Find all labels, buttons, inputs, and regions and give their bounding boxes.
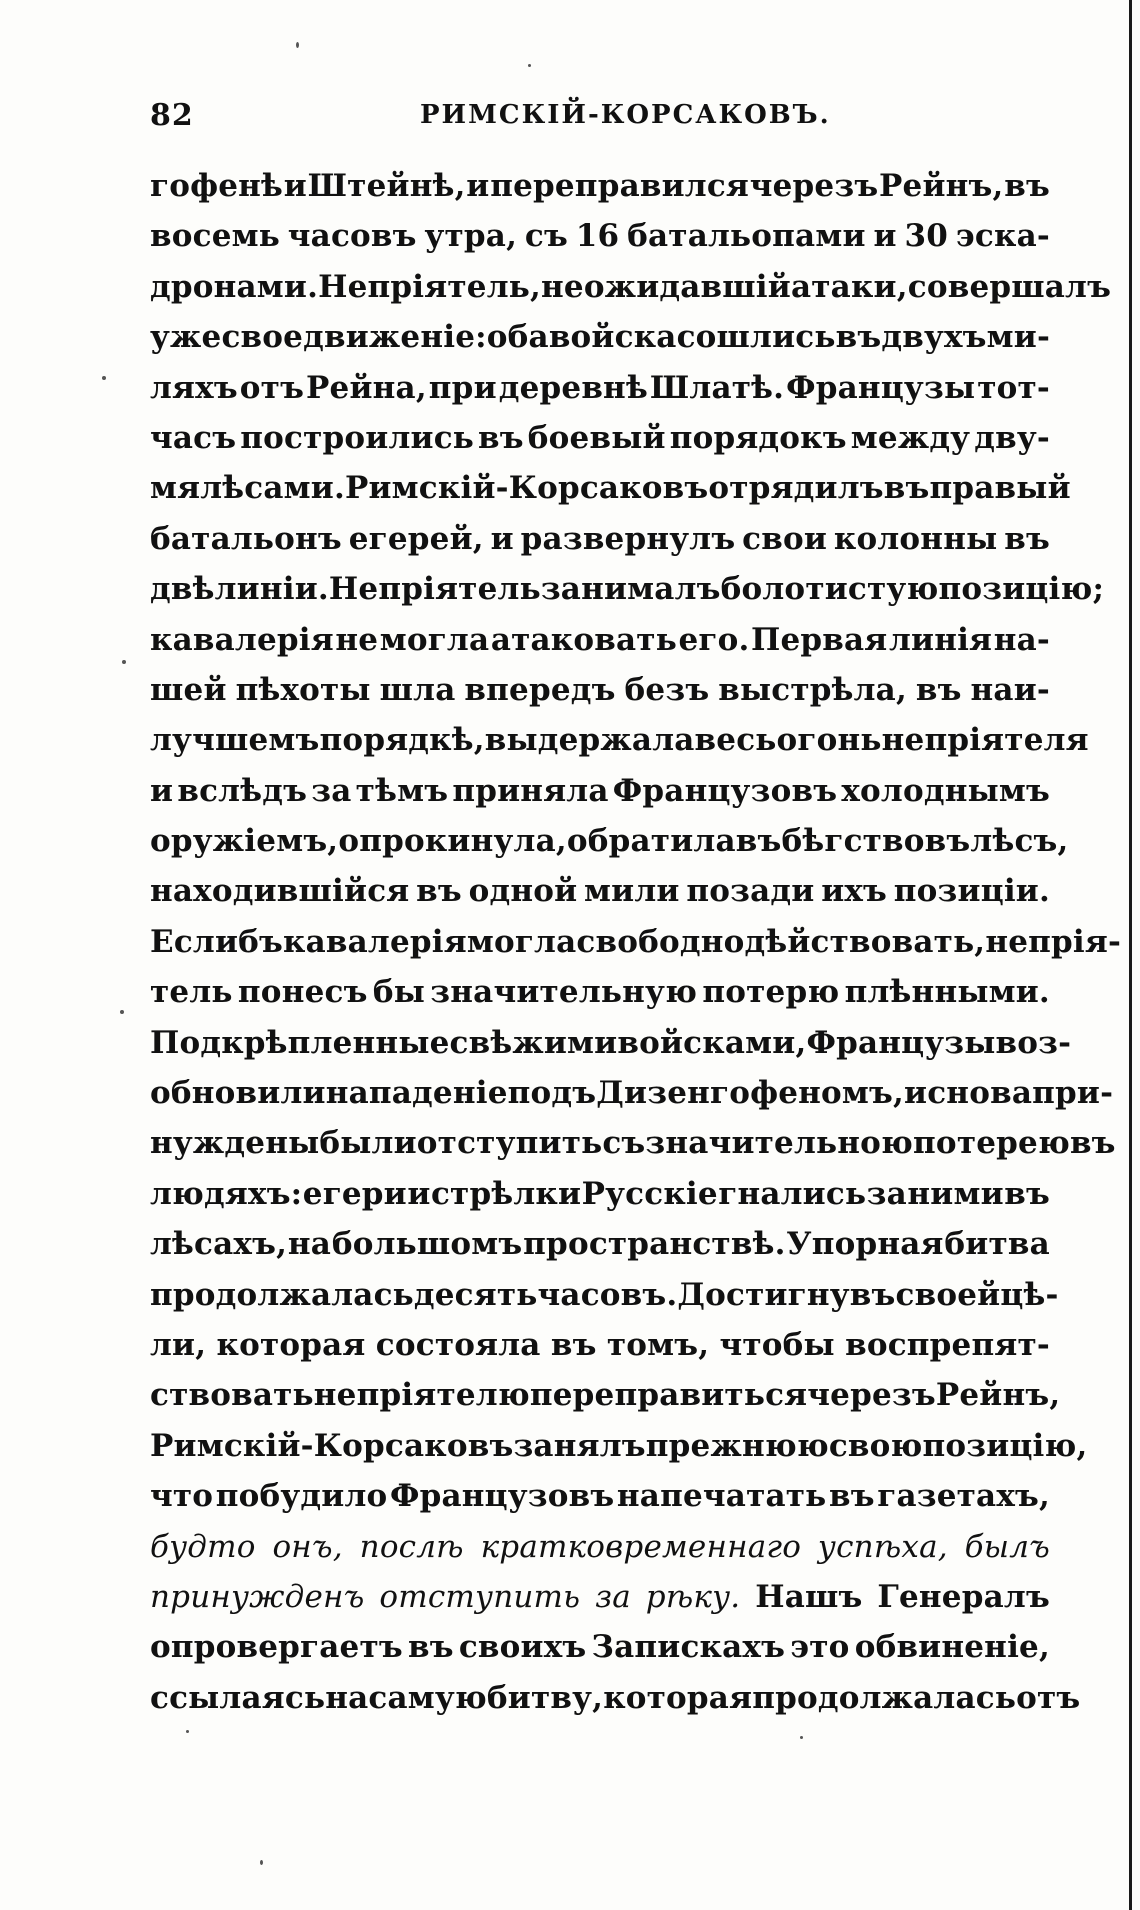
page-edge-line [1129, 0, 1132, 1910]
text-line [150, 1529, 1050, 1579]
text-line [150, 773, 1050, 823]
word: линія [888, 621, 993, 658]
word: своихъ [458, 1629, 587, 1666]
text-line [150, 1226, 1050, 1276]
word: ожидавшій [583, 268, 791, 305]
word: въ [828, 1478, 875, 1515]
word: болотистую [720, 571, 939, 608]
word: онъ, [272, 1528, 343, 1565]
word: деревнѣ [498, 369, 648, 406]
word: на- [993, 621, 1050, 658]
word: подъ [507, 1075, 597, 1112]
word: которая [603, 1679, 753, 1716]
word: Французы [806, 1024, 996, 1061]
word: 16 [575, 218, 620, 255]
word: ними [907, 1175, 1004, 1212]
word: и [150, 772, 174, 809]
word: непріятелю [313, 1377, 530, 1414]
word: ляхъ [150, 369, 238, 406]
word: гнались [718, 1175, 867, 1212]
text-line [150, 268, 1112, 319]
word: Рейна, [306, 369, 427, 406]
text-line [150, 873, 1050, 923]
word: переправиться [529, 1377, 808, 1414]
word: битву, [486, 1679, 604, 1716]
word: за [866, 1175, 907, 1212]
word: лѣсами. [200, 470, 345, 507]
text-line [150, 923, 1122, 974]
word: Подкрѣпленные [150, 1024, 450, 1061]
text-line [150, 1125, 1116, 1175]
word: продолжалась [752, 1679, 1017, 1716]
word: воз- [995, 1024, 1072, 1061]
word: рѣку. [645, 1578, 741, 1615]
word: Непріятель, [318, 268, 541, 305]
word: опрокинула, [338, 823, 567, 860]
word: тот- [977, 369, 1050, 406]
word: Рейнъ, [879, 168, 1004, 204]
word: Французы [786, 369, 976, 406]
word: войска [548, 319, 677, 356]
word: послѣ [359, 1528, 464, 1565]
word: отступить [416, 1125, 603, 1162]
word: бѣгство [781, 823, 925, 860]
page-number: 82 [150, 98, 194, 133]
text-line [150, 1478, 1050, 1528]
word: Римскій-Корсаковъ [150, 1427, 514, 1464]
word: гофенѣ [150, 168, 284, 204]
word: десять [413, 1276, 538, 1313]
word: томъ, [606, 1326, 710, 1363]
scan-speck [800, 1736, 803, 1739]
word: оба [486, 319, 549, 356]
word: при [428, 369, 497, 406]
text-line [150, 1427, 1088, 1478]
word: порядокъ [669, 419, 847, 456]
word: значительную [430, 974, 698, 1011]
word: въ [1004, 1175, 1050, 1212]
word: обвиненіе, [854, 1629, 1050, 1666]
scan-speck [528, 64, 531, 67]
word: мили [584, 873, 680, 910]
word: потерю [702, 974, 840, 1011]
word: за [595, 1578, 631, 1615]
word: восемь [150, 218, 280, 255]
word: отъ [239, 369, 305, 406]
word: Русскіе [581, 1175, 718, 1212]
word: свое [221, 319, 304, 356]
word: Генералъ [877, 1578, 1050, 1615]
word: занималъ [540, 571, 721, 608]
word: ствовать [150, 1377, 314, 1414]
word: часовъ. [537, 1276, 678, 1313]
word: не [335, 621, 379, 658]
word: тель [150, 974, 233, 1011]
word: отъ [1016, 1679, 1081, 1716]
word: въ [883, 470, 930, 507]
word: боевый [527, 419, 666, 456]
word: были [319, 1125, 417, 1162]
word: газетахъ, [877, 1478, 1050, 1515]
word: егери [302, 1175, 407, 1212]
word: это [790, 1629, 850, 1666]
word: и [490, 520, 514, 557]
word: и [466, 168, 490, 204]
word: воспрепят- [845, 1326, 1050, 1363]
word: уже [150, 319, 222, 356]
word: позади [686, 873, 815, 910]
word: приняла [452, 772, 609, 809]
word: Рейнъ, [935, 1377, 1061, 1414]
word: на [325, 1679, 369, 1716]
word: Римскій-Корсаковъ [344, 470, 709, 507]
word: плѣнными. [844, 974, 1050, 1011]
word: большомъ [331, 1226, 523, 1263]
word: съ [524, 218, 568, 255]
text-line [150, 370, 1050, 420]
text-line [150, 1176, 1050, 1226]
word: Французовъ [612, 772, 838, 809]
word: и [904, 1075, 928, 1112]
word: обратила [566, 823, 736, 860]
text-line [150, 1276, 1059, 1327]
word: впередъ [464, 671, 616, 708]
word: Дизенгофеномъ, [596, 1075, 905, 1112]
word: битва [944, 1226, 1050, 1263]
word: и [873, 218, 897, 255]
word: нападеніе [325, 1075, 508, 1112]
word: переправился [490, 168, 750, 204]
word: могла [466, 923, 577, 960]
word: весь [694, 722, 777, 759]
word: мя [150, 470, 201, 507]
word: Французовъ [389, 1478, 615, 1515]
word: шла [379, 671, 456, 708]
word: ми- [986, 319, 1051, 356]
text-line [150, 1629, 1050, 1679]
text-line [150, 319, 1050, 369]
word: могла [379, 621, 490, 658]
word: дѣйствовать, [744, 923, 986, 960]
word: и [407, 1175, 431, 1212]
text-line [150, 1327, 1050, 1377]
word: свою [828, 1427, 923, 1464]
word: въ [550, 1326, 597, 1363]
word: черезъ [749, 168, 879, 204]
word: Достигнувъ [677, 1276, 896, 1313]
word: состояла [375, 1326, 541, 1363]
running-title: РИМСКІЙ-КОРСАКОВЪ. [420, 100, 831, 130]
word: лѣсахъ, [150, 1226, 288, 1263]
scan-speck [120, 1010, 124, 1014]
text-line [150, 1579, 1050, 1629]
word: колонны [833, 520, 998, 557]
page-header [150, 98, 1050, 138]
word: на [287, 1226, 332, 1263]
text-line [150, 1075, 1114, 1125]
word: между [850, 419, 971, 456]
word: совершалъ [907, 268, 1112, 305]
text-line [150, 622, 1050, 672]
text-line [150, 470, 1071, 520]
scan-speck [122, 660, 126, 664]
word: лѣсъ, [970, 823, 1069, 860]
scan-speck [186, 1730, 189, 1733]
word: атаковать [490, 621, 677, 658]
text-line [150, 218, 1050, 268]
word: отрядилъ [708, 470, 884, 507]
word: выдержала [484, 722, 695, 759]
word: ли, [150, 1326, 207, 1363]
word: позицію, [922, 1427, 1088, 1464]
word: Еслибъ [150, 923, 284, 960]
word: дронами. [150, 268, 319, 305]
word: правый [929, 470, 1071, 507]
word: оружіемъ, [150, 823, 339, 860]
word: кратковременнаго [480, 1528, 802, 1565]
word: обновили [150, 1075, 326, 1112]
word: своей [895, 1276, 1001, 1313]
word: одной [468, 873, 578, 910]
word: не [541, 268, 584, 305]
word: утра, [424, 218, 518, 255]
word: дву- [974, 419, 1050, 456]
text-line [150, 1679, 1081, 1730]
scan-speck [102, 376, 106, 380]
word: находившійся [150, 873, 410, 910]
word: развернулъ [520, 520, 736, 557]
word: въ [407, 1629, 454, 1666]
word: опровергаетъ [150, 1629, 403, 1666]
word: въ [735, 823, 782, 860]
text-line [150, 722, 1089, 772]
word: цѣ- [1000, 1276, 1059, 1313]
word: войсками, [617, 1024, 807, 1061]
word: эска- [955, 218, 1050, 255]
word: былъ [964, 1528, 1050, 1565]
word: шей [150, 671, 227, 708]
word: атаки, [790, 268, 908, 305]
word: непріятеля [881, 722, 1089, 759]
word: значительною [645, 1125, 914, 1162]
word: самую [368, 1679, 487, 1716]
word: сошлись [676, 319, 836, 356]
word: лучшемъ [150, 722, 320, 759]
word: потерею [913, 1125, 1070, 1162]
word: Первая [751, 621, 888, 658]
word: егерей, [348, 520, 484, 557]
text-line [150, 521, 1050, 571]
word: Упорная [786, 1226, 944, 1263]
word: позиціи. [893, 873, 1050, 910]
word: Нашъ [755, 1578, 863, 1615]
scan-speck [296, 42, 299, 48]
word: ссылаясь [150, 1679, 326, 1716]
text-line [150, 1024, 1072, 1075]
word: будто [150, 1528, 256, 1565]
word: Шлатѣ. [649, 369, 785, 406]
word: прежнюю [645, 1427, 829, 1464]
text-line [150, 168, 1050, 218]
word: отступить [379, 1578, 581, 1615]
word: Штейнѣ, [307, 168, 466, 204]
word: при- [1032, 1075, 1114, 1112]
word: пространствѣ. [523, 1226, 786, 1263]
word: безъ [624, 671, 710, 708]
text-line [150, 420, 1050, 470]
word: наи- [970, 671, 1050, 708]
word: Непріятель [328, 571, 541, 608]
word: батальопами [627, 218, 866, 255]
word: въ [1069, 1125, 1116, 1162]
word: съ [602, 1125, 646, 1162]
body-text [150, 168, 1122, 1730]
word: чтобы [719, 1326, 835, 1363]
text-line [150, 672, 1050, 722]
word: снова [927, 1075, 1033, 1112]
text-line [150, 823, 1069, 873]
scan-speck [260, 1860, 263, 1865]
word: въ [915, 671, 962, 708]
word: порядкѣ, [319, 722, 485, 759]
word: 30 [904, 218, 949, 255]
word: Запискахъ [591, 1629, 786, 1666]
word: построились [240, 419, 475, 456]
word: выстрѣла, [718, 671, 907, 708]
word: тѣмъ [355, 772, 449, 809]
word: батальонъ [150, 520, 342, 557]
word: часъ [150, 419, 237, 456]
word: огонь [776, 722, 882, 759]
word: и [283, 168, 307, 204]
word: успѣха, [817, 1528, 948, 1565]
word: людяхъ: [150, 1175, 303, 1212]
word: что [150, 1478, 214, 1515]
word: свободно [576, 923, 745, 960]
word: часовъ [287, 218, 417, 255]
word: позицію; [938, 571, 1105, 608]
word: стрѣлки [430, 1175, 582, 1212]
word: принужденъ [150, 1578, 365, 1615]
word: въ [416, 873, 462, 910]
word: въ [924, 823, 971, 860]
word: напечатать [616, 1478, 827, 1515]
word: за [311, 772, 352, 809]
word: вслѣдъ [177, 772, 308, 809]
word: занялъ [513, 1427, 646, 1464]
text-line [150, 1377, 1061, 1427]
word: холоднымъ [841, 772, 1050, 809]
word: кавалерія [283, 923, 467, 960]
word: ихъ [821, 873, 888, 910]
word: двѣ [150, 571, 215, 608]
word: линіи. [214, 571, 329, 608]
word: нуждены [150, 1125, 320, 1162]
word: понесъ [237, 974, 368, 1011]
word: непрія- [985, 923, 1122, 960]
word: которая [216, 1326, 366, 1363]
word: движеніе: [303, 319, 487, 356]
word: въ [835, 319, 882, 356]
word: въ [1004, 520, 1050, 557]
word: продолжалась [150, 1276, 414, 1313]
word: побудило [215, 1478, 388, 1515]
word: въ [1004, 168, 1050, 204]
word: бы [372, 974, 425, 1011]
word: кавалерія [150, 621, 334, 658]
word: черезъ [807, 1377, 936, 1414]
text-line [150, 974, 1050, 1024]
word: свѣжими [449, 1024, 618, 1061]
word: пѣхоты [235, 671, 371, 708]
word: свои [742, 520, 828, 557]
word: его. [678, 621, 750, 658]
text-line [150, 571, 1105, 621]
word: двухъ [881, 319, 987, 356]
word: въ [478, 419, 524, 456]
